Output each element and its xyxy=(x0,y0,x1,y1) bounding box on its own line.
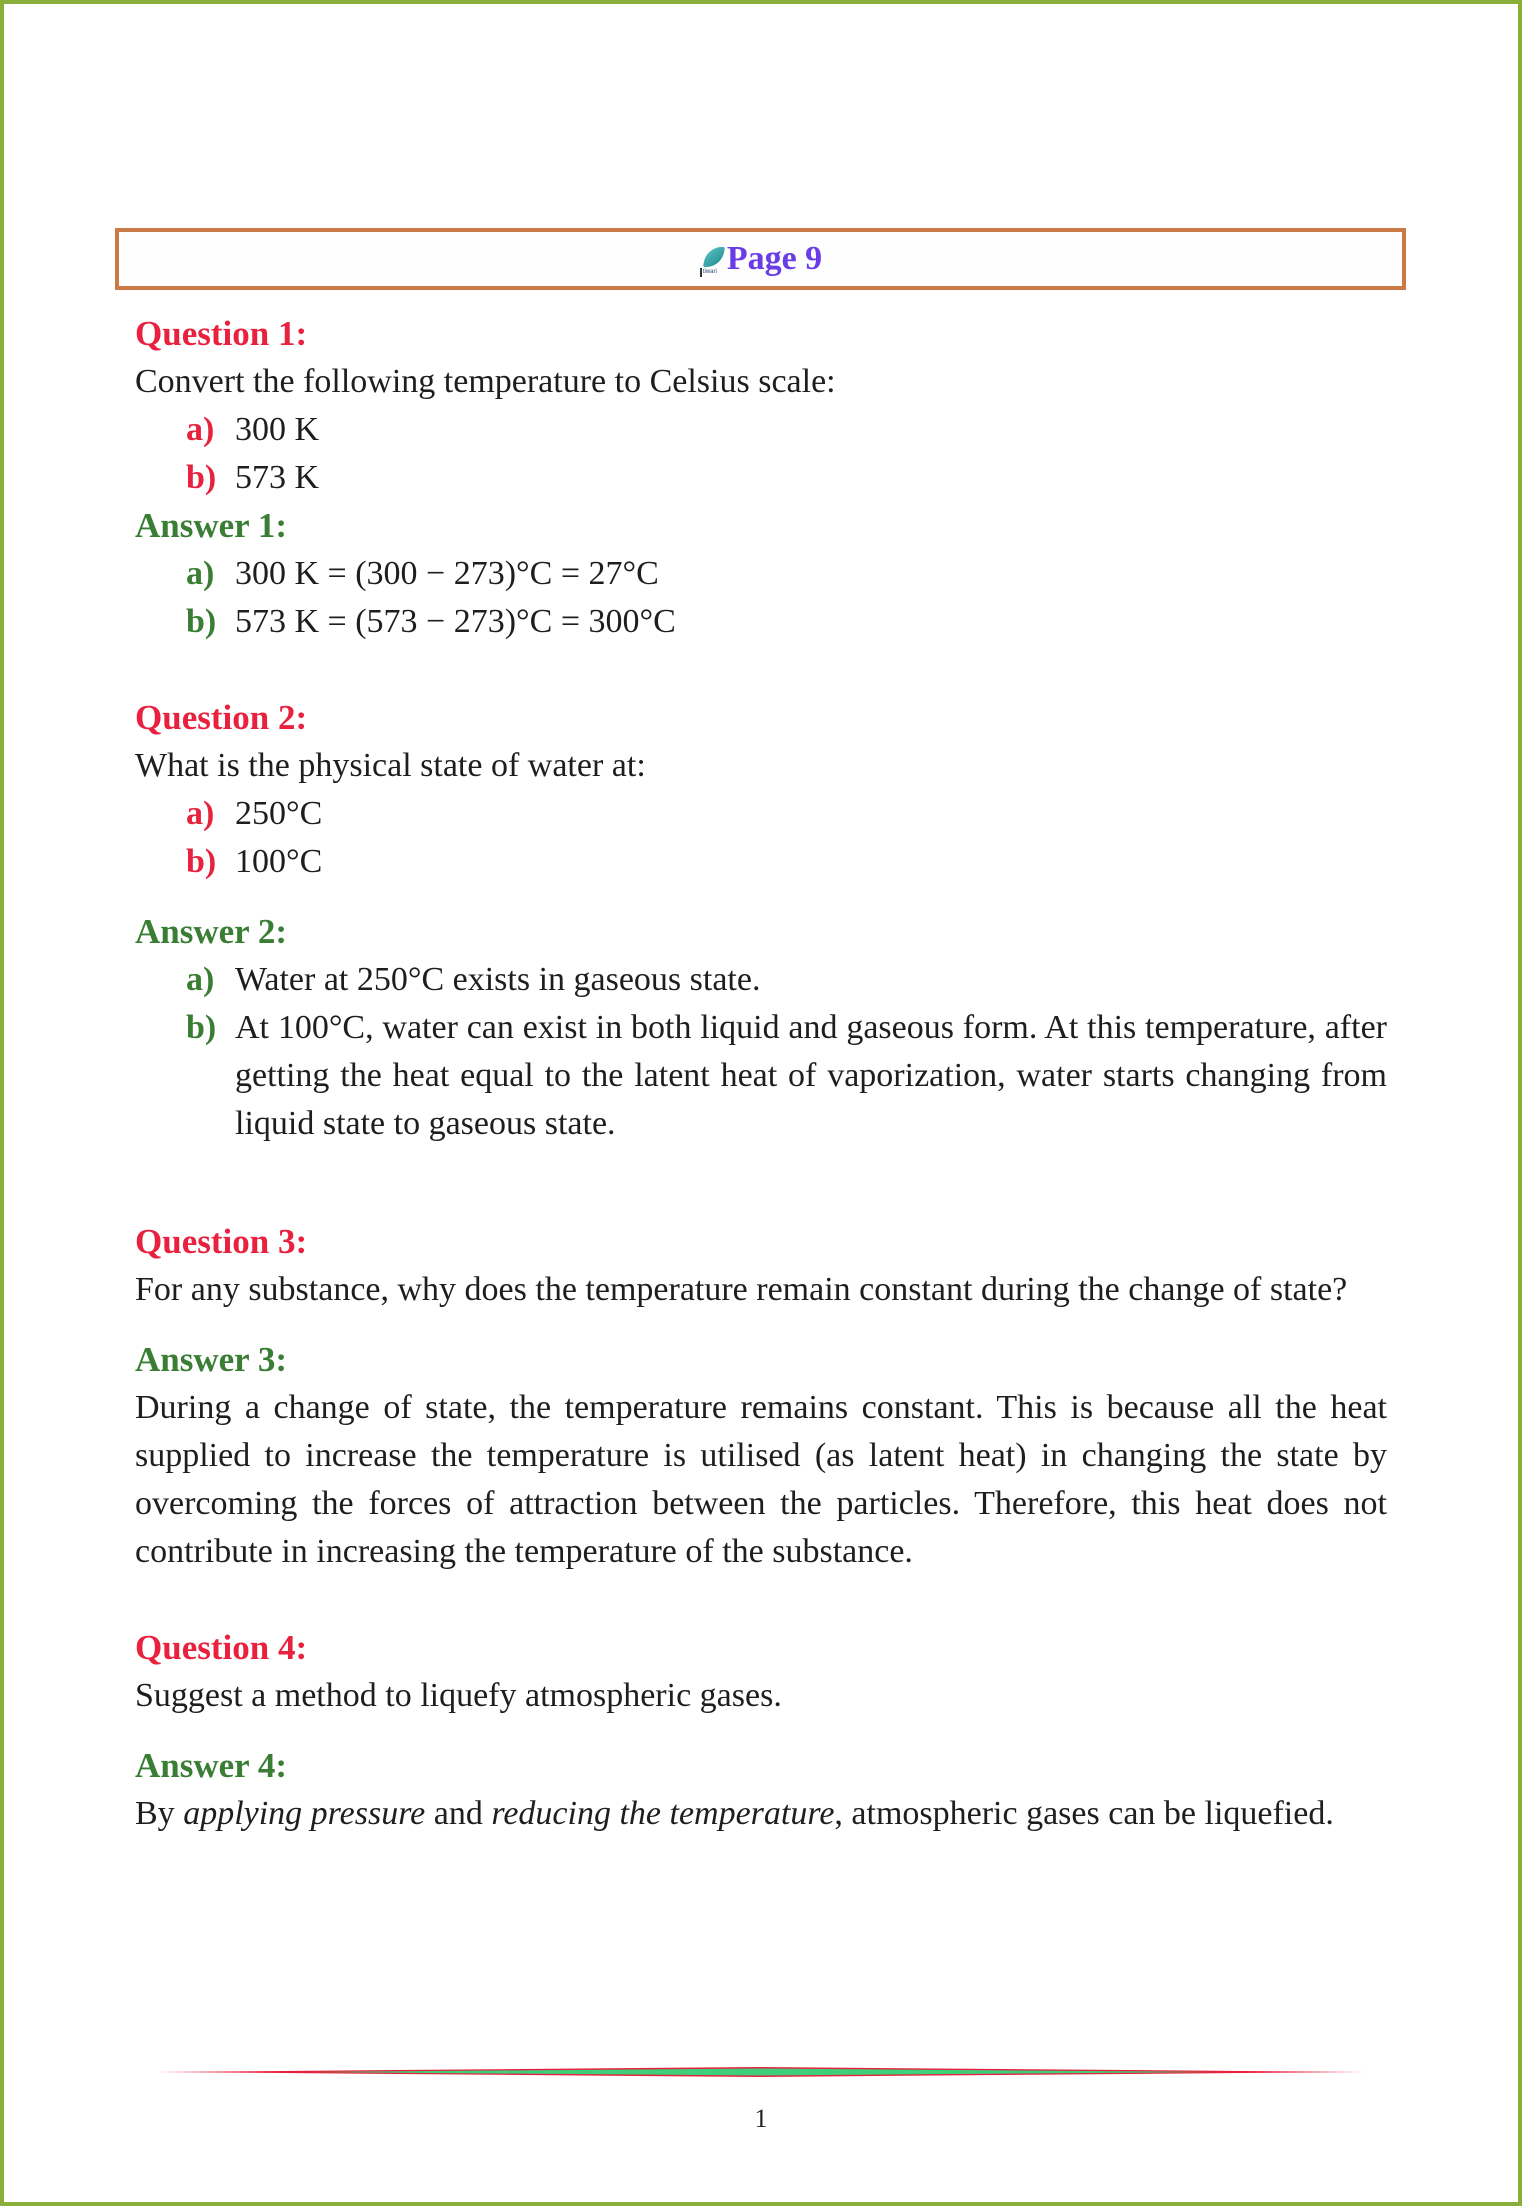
answer-1-item-b xyxy=(135,598,1387,646)
item-text: 300 K xyxy=(235,411,320,448)
answer-4-emphasis-2: reducing the temperature xyxy=(491,1795,835,1832)
answer-4-heading: Answer 4: xyxy=(135,1746,287,1785)
question-2-heading: Question 2: xyxy=(135,698,308,737)
spacer xyxy=(135,1148,1387,1218)
item-marker: b) xyxy=(186,603,217,640)
answer-4-emphasis-1: applying pressure xyxy=(183,1795,426,1832)
answer-4-part: and xyxy=(425,1795,492,1832)
footer-divider xyxy=(158,2066,1365,2078)
answer-2-item-a xyxy=(135,956,1387,1004)
question-1-text: Convert the following temperature to Celsius scale: xyxy=(135,363,836,400)
question-1-item-b xyxy=(135,454,1387,502)
item-text: 250°C xyxy=(235,795,323,832)
question-2-text: What is the physical state of water at: xyxy=(135,747,646,784)
item-marker: b) xyxy=(186,459,217,496)
item-text: 100°C xyxy=(235,843,323,880)
item-marker: a) xyxy=(186,961,215,998)
answer-4-text xyxy=(135,1790,1387,1838)
question-3-heading: Question 3: xyxy=(135,1222,308,1261)
page-number: 1 xyxy=(754,2104,768,2133)
answer-2-heading: Answer 2: xyxy=(135,912,287,951)
spacer xyxy=(135,1576,1387,1624)
spacer xyxy=(135,1720,1387,1742)
page-header-box xyxy=(115,228,1406,290)
item-marker: b) xyxy=(186,1009,217,1046)
spacer xyxy=(135,1314,1387,1336)
question-2-item-b xyxy=(135,838,1387,886)
answer-4-part: By xyxy=(135,1795,184,1832)
spacer xyxy=(135,646,1387,694)
item-marker: a) xyxy=(186,795,215,832)
question-1-item-a xyxy=(135,406,1387,454)
answer-1-heading: Answer 1: xyxy=(135,506,287,545)
answer-4-part: , atmospheric gases can be liquefied. xyxy=(834,1795,1334,1832)
question-3-text: For any substance, why does the temperature remain constant during the change of state? xyxy=(135,1271,1348,1308)
page-title: Page 9 xyxy=(726,240,823,277)
leaf-shape xyxy=(703,247,725,267)
document-content xyxy=(135,310,1387,1838)
answer-2-item-b xyxy=(135,1004,1387,1148)
item-marker: a) xyxy=(186,411,215,448)
question-4-text: Suggest a method to liquefy atmospheric gases. xyxy=(135,1677,782,1714)
leaf-logo-icon xyxy=(699,247,725,277)
question-1-heading: Question 1: xyxy=(135,314,308,353)
spacer xyxy=(135,886,1387,908)
item-text: Water at 250°C exists in gaseous state. xyxy=(235,961,761,998)
item-marker: b) xyxy=(186,843,217,880)
item-text: 573 K xyxy=(235,459,320,496)
logo-text: tiwari xyxy=(700,268,727,277)
answer-1-item-a xyxy=(135,550,1387,598)
item-marker: a) xyxy=(186,555,215,592)
answer-3-heading: Answer 3: xyxy=(135,1340,287,1379)
page-header xyxy=(699,241,822,277)
question-2-item-a xyxy=(135,790,1387,838)
item-text: 300 K = (300 − 273)°C = 27°C xyxy=(235,555,659,592)
item-text: 573 K = (573 − 273)°C = 300°C xyxy=(235,603,676,640)
question-4-heading: Question 4: xyxy=(135,1628,308,1667)
item-text: At 100°C, water can exist in both liquid and gaseous form. At this temperature, after getting the heat equal to the latent heat of vaporization, water starts changing from liquid state to gaseous state. xyxy=(235,1009,1387,1142)
answer-3-text: During a change of state, the temperature remains constant. This is because all the heat supplied to increase the temperature is utilised (as latent heat) in changing the state by overcoming the forces of attraction between the particles. Therefore, this heat does not contribute in increasing the temperature of the substance. xyxy=(135,1389,1387,1570)
